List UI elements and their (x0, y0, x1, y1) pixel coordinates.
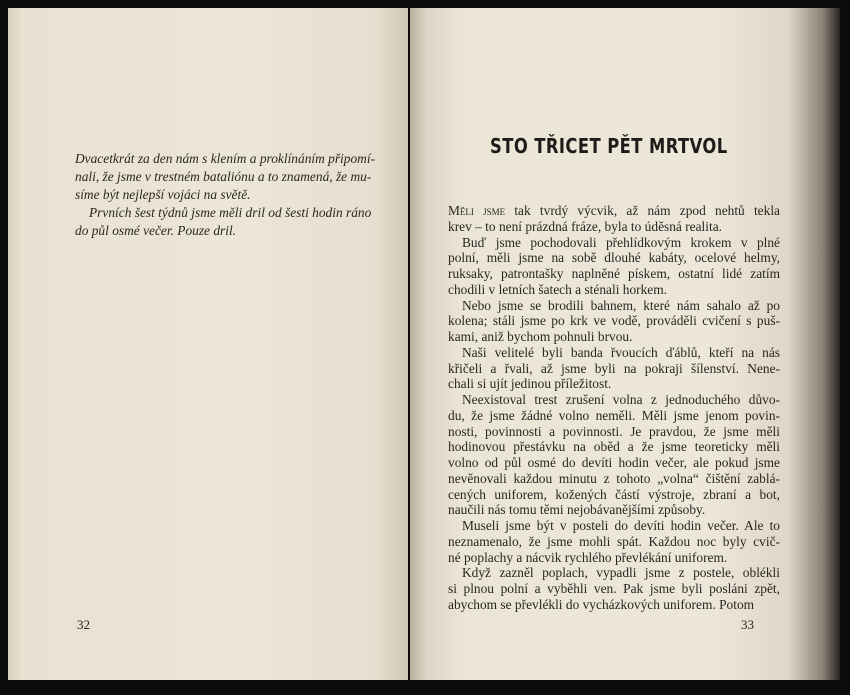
chapter-title: STO TŘICET PĚT MRTVOL (490, 134, 728, 158)
text-line: kami, aniž bychom pohnuli brvou. (448, 329, 633, 344)
text-line: cených uniforem, kožených částí výstroje, zbraní a bot, (448, 486, 780, 502)
text-line: abychom se převlékli do vycházkových uniforem. Potom (448, 596, 755, 612)
page-number-right: 33 (741, 617, 754, 632)
text-line: volno od půl osmé do devíti hodin večer, ale pokud jsme (448, 455, 780, 470)
text-line: ruksaky, patrontašky naplněné pískem, ostatní lidé zatím (448, 266, 780, 281)
text-line: křičeli a řvali, až jsme byli na pokraji šílenství. Nene- (448, 360, 780, 376)
text-line: do půl osmé večer. Pouze dril. (75, 223, 237, 238)
text-line: Neexistoval trest zrušení volna z jednoduchého důvo- (462, 392, 780, 407)
text-line: nosti, povinnosti a povinnosti. Je pravdou, že jsme měli (448, 423, 780, 439)
text-line: krev – to není prázdná fráze, byla to úděsná realita. (448, 218, 723, 234)
lead-small-caps: Měli jsme (448, 203, 506, 218)
text-line: polní, měli jsme na sobě dlouhé kabáty, ocelové helmy, (448, 250, 780, 266)
text-line: Museli jsme být v posteli do devíti hodin večer. Ale to (462, 518, 780, 533)
text-line: si plnou polní a vyběhli ven. Pak jsme byli posláni zpět, (448, 581, 780, 596)
page-number-left: 32 (77, 617, 90, 632)
left-page (8, 8, 408, 680)
text-line: Buď jsme pochodovali přehlídkovým krokem v plné (462, 234, 780, 250)
text-line: neznamenalo, že jsme mohli spát. Každou noc byly cvič- (448, 533, 780, 549)
text-line: síme být nejlepší vojáci na světě. (75, 187, 251, 202)
text-line: Nebo jsme se brodili bahnem, které nám sahalo až po (462, 297, 780, 313)
text-line: Naši velitelé byli banda řvoucích ďáblů, kteří na nás (462, 344, 780, 360)
text-line (448, 203, 780, 218)
text-line: chodili v letních šatech a sténali horkem. (448, 281, 668, 297)
text-line: chali si ujít jedinou příležitost. (448, 376, 612, 392)
text-line: nali, že jsme v trestném bataliónu a to znamená, že mu- (75, 169, 372, 184)
text-line: du, že jsme žádné volno neměli. Měli jsme jenom povin- (448, 407, 780, 423)
text-line: kolena; stáli jsme po krk ve vodě, prováděli cvičení s puš- (448, 313, 780, 329)
text-line: Když zazněl poplach, vypadli jsme z postele, oblékli (462, 565, 780, 581)
text-line: Dvacetkrát za den nám s klením a proklínáním připomí- (75, 151, 376, 166)
text-line: né poplachy a nácvik rychlého převlékání uniforem. (448, 549, 728, 565)
text-line: hodinovou přestávku na oběd a že jsme teoreticky měli (448, 439, 780, 455)
text-line: nevěnovali každou minutu z tohoto „volna“ čištění zablá- (448, 470, 780, 486)
text-run: tak tvrdý výcvik, až nám zpod nehtů tekla (505, 203, 780, 218)
text-line: Prvních šest týdnů jsme měli dril od šesti hodin ráno (89, 205, 372, 220)
text-line: naučili nás tomu těmi nejobávanějšími způsoby. (448, 502, 706, 518)
